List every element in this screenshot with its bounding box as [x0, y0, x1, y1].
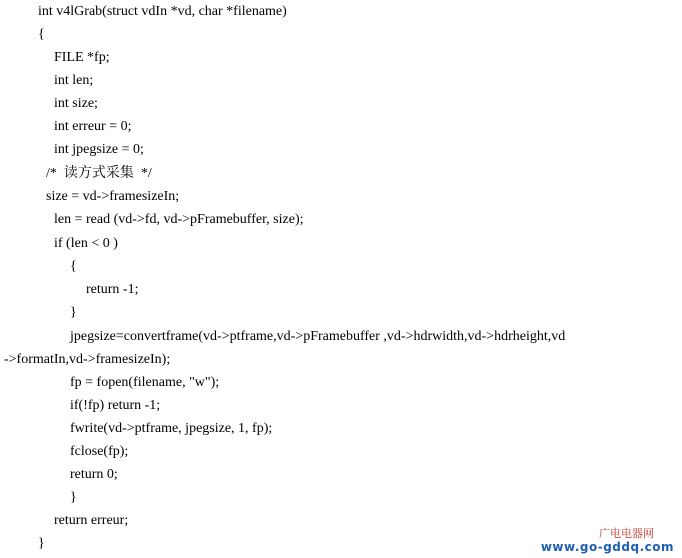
code-line: jpegsize=convertframe(vd->ptframe,vd->pFramebuffer ,vd->hdrwidth,vd->hdrheight,vd [70, 329, 566, 344]
code-line: if(!fp) return -1; [70, 398, 161, 413]
code-line: return 0; [70, 467, 118, 482]
watermark-site-name: 广电电器网 [599, 527, 654, 540]
code-line: return erreur; [54, 513, 129, 528]
code-line: size = vd->framesizeIn; [46, 189, 180, 204]
code-line: } [70, 305, 77, 320]
code-line: { [38, 27, 45, 42]
code-line: len = read (vd->fd, vd->pFramebuffer, size); [54, 212, 304, 227]
watermark [541, 527, 674, 554]
code-line: fp = fopen(filename, "w"); [70, 375, 220, 390]
code-line: return -1; [86, 282, 139, 297]
code-line: { [70, 259, 77, 274]
code-line: int size; [54, 96, 98, 111]
code-comment: /* 读方式采集 */ [46, 166, 152, 181]
code-line: int erreur = 0; [54, 119, 132, 134]
code-line: } [70, 490, 77, 505]
watermark-url: www.go-gddq.com [540, 540, 674, 554]
code-line: } [38, 536, 45, 551]
code-line: int jpegsize = 0; [54, 142, 144, 157]
code-line: fclose(fp); [70, 444, 129, 459]
code-line: int len; [54, 73, 94, 88]
code-line: if (len < 0 ) [54, 236, 118, 251]
code-line: FILE *fp; [54, 50, 110, 65]
code-line: fwrite(vd->ptframe, jpegsize, 1, fp); [70, 421, 273, 436]
code-line: ->formatIn,vd->framesizeIn); [4, 352, 171, 367]
code-line: int v4lGrab(struct vdIn *vd, char *filename) [38, 4, 287, 19]
